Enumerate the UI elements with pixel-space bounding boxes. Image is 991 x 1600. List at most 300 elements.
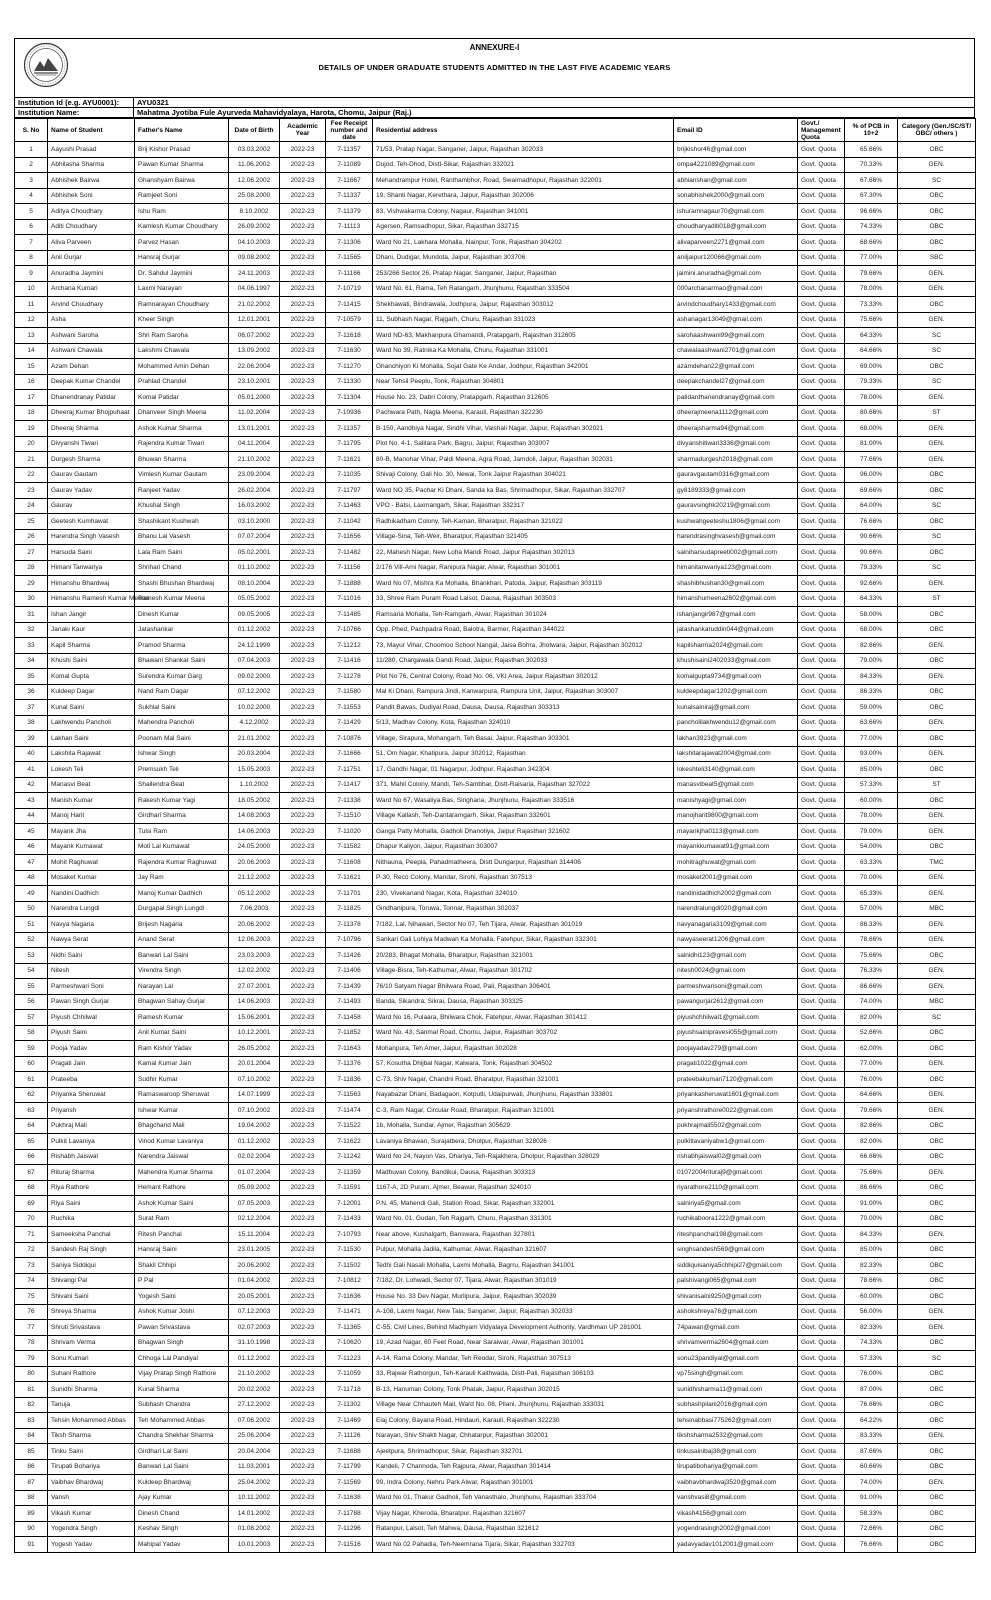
cell-address: 7/182, Dr. Lohwadi, Sector 07, Tijara, Alwar, Rajasthan 301019 (373, 1273, 674, 1289)
cell-father-name: Kamlesh Kumar Choudhary (135, 219, 229, 235)
cell-sno: 68 (15, 1180, 48, 1196)
cell-pcb-percent: 84.33% (845, 669, 898, 685)
cell-pcb-percent: 76.33% (845, 963, 898, 979)
cell-dob: 14.01.2002 (229, 1506, 280, 1522)
cell-quota: Govt. Quota (798, 1242, 845, 1258)
cell-category: OBC (898, 1211, 976, 1227)
cell-address: Ward No. 43, Sanmal Road, Chomu, Jaipur, Rajasthan 303702 (373, 1025, 674, 1041)
cell-dob: 18.05.2002 (229, 793, 280, 809)
table-row (15, 607, 976, 623)
cell-category: GEN. (898, 886, 976, 902)
cell-quota: Govt. Quota (798, 1397, 845, 1413)
cell-fee-receipt: 7-11656 (326, 529, 373, 545)
cell-dob: 13.01.2001 (229, 421, 280, 437)
cell-quota: Govt. Quota (798, 1459, 845, 1475)
cell-fee-receipt: 7-11825 (326, 901, 373, 917)
cell-email: ashanagar13049@gmail.com (674, 312, 798, 328)
cell-dob: 24.12.1999 (229, 638, 280, 654)
cell-academic-year: 2022-23 (280, 1475, 326, 1491)
cell-dob: 11.06.2002 (229, 157, 280, 173)
cell-category: OBC (898, 1041, 976, 1057)
cell-student-name: Manoj Harit (48, 808, 135, 824)
cell-father-name: Yogesh Saini (135, 1289, 229, 1305)
table-row (15, 1366, 976, 1382)
cell-fee-receipt: 7-11836 (326, 1072, 373, 1088)
cell-quota: Govt. Quota (798, 173, 845, 189)
cell-student-name: Harendra Singh Vasesh (48, 529, 135, 545)
cell-category: OBC (898, 607, 976, 623)
cell-quota: Govt. Quota (798, 219, 845, 235)
cell-pcb-percent: 67.30% (845, 188, 898, 204)
cell-dob: 05.12.2002 (229, 886, 280, 902)
cell-father-name: Shakil Chhipi (135, 1258, 229, 1274)
cell-category: GEN. (898, 917, 976, 933)
cell-quota: Govt. Quota (798, 793, 845, 809)
cell-sno: 52 (15, 932, 48, 948)
cell-email: choudharyaditi018@gmail.com (674, 219, 798, 235)
cell-student-name: Yogesh Yadav (48, 1537, 135, 1553)
cell-pcb-percent: 52.66% (845, 1025, 898, 1041)
cell-address: 5/13, Madhav Colony, Kota, Rajasthan 324010 (373, 715, 674, 731)
cell-quota: Govt. Quota (798, 715, 845, 731)
cell-dob: 04.10.2003 (229, 235, 280, 251)
cell-pcb-percent: 79.66% (845, 266, 898, 282)
cell-academic-year: 2022-23 (280, 1490, 326, 1506)
cell-academic-year: 2022-23 (280, 638, 326, 654)
table-row (15, 1521, 976, 1537)
cell-fee-receipt: 7-11016 (326, 591, 373, 607)
cell-sno: 69 (15, 1196, 48, 1212)
cell-category: OBC (898, 1397, 976, 1413)
column-header-address: Residential address (373, 119, 674, 142)
cell-academic-year: 2022-23 (280, 1010, 326, 1026)
cell-dob: 14.08.2003 (229, 808, 280, 824)
cell-pcb-percent: 58.00% (845, 607, 898, 623)
cell-sno: 14 (15, 343, 48, 359)
cell-email: azamdehan22@gmail.com (674, 359, 798, 375)
cell-sno: 42 (15, 777, 48, 793)
cell-quota: Govt. Quota (798, 436, 845, 452)
cell-quota: Govt. Quota (798, 576, 845, 592)
cell-email: ishuramnagaur70@gmail.com (674, 204, 798, 220)
cell-category: OBC (898, 653, 976, 669)
cell-email: abhianshan@gmail.com (674, 173, 798, 189)
cell-student-name: Tinku Saini (48, 1444, 135, 1460)
cell-pcb-percent: 82.33% (845, 1320, 898, 1336)
cell-category: SBC (898, 250, 976, 266)
cell-pcb-percent: 68.00% (845, 421, 898, 437)
cell-category: GEN. (898, 870, 976, 886)
cell-father-name: Brijesh Nagaria (135, 917, 229, 933)
cell-quota: Govt. Quota (798, 1258, 845, 1274)
cell-sno: 45 (15, 824, 48, 840)
cell-pcb-percent: 57.00% (845, 901, 898, 917)
cell-pcb-percent: 64.33% (845, 328, 898, 344)
cell-fee-receipt: 7-11416 (326, 653, 373, 669)
cell-sno: 77 (15, 1320, 48, 1336)
table-row (15, 1242, 976, 1258)
cell-student-name: Kunal Saini (48, 700, 135, 716)
cell-pcb-percent: 85.00% (845, 1242, 898, 1258)
table-row (15, 266, 976, 282)
cell-dob: 09.05.2005 (229, 607, 280, 623)
cell-quota: Govt. Quota (798, 421, 845, 437)
cell-email: nandinidadhich2002@gmail.com (674, 886, 798, 902)
cell-fee-receipt: 7-11591 (326, 1180, 373, 1196)
cell-quota: Govt. Quota (798, 777, 845, 793)
table-row (15, 653, 976, 669)
cell-dob: 12.01.2001 (229, 312, 280, 328)
cell-email: sainidhi123@gmail.com (674, 948, 798, 964)
cell-category: SC (898, 1351, 976, 1367)
cell-sno: 86 (15, 1459, 48, 1475)
column-header-dob: Date of Birth (229, 119, 280, 142)
cell-pcb-percent: 68.66% (845, 235, 898, 251)
cell-academic-year: 2022-23 (280, 1289, 326, 1305)
table-row (15, 1351, 976, 1367)
cell-pcb-percent: 70.00% (845, 870, 898, 886)
cell-father-name: Hansraj Saini (135, 1242, 229, 1258)
cell-fee-receipt: 7-11608 (326, 855, 373, 871)
cell-student-name: Abhilasha Sharma (48, 157, 135, 173)
cell-category: OBC (898, 1289, 976, 1305)
table-row (15, 483, 976, 499)
table-row (15, 1289, 976, 1305)
table-row (15, 1103, 976, 1119)
cell-academic-year: 2022-23 (280, 653, 326, 669)
cell-address: Village-Bisra, Teh-Kathumar, Alwar, Rajasthan 301702 (373, 963, 674, 979)
cell-address: Ward No 07, Mishra Ka Mohalla, Bhankhari, Patoda, Jaipur, Rajasthan 303119 (373, 576, 674, 592)
cell-student-name: Mayank Jha (48, 824, 135, 840)
cell-quota: Govt. Quota (798, 808, 845, 824)
cell-pcb-percent: 75.66% (845, 948, 898, 964)
cell-sno: 85 (15, 1444, 48, 1460)
cell-father-name: Kuldeep Bhardwaj (135, 1475, 229, 1491)
cell-address: Lavaniya Bhawan, Surajatbera, Dholpur, Rajasthan 328026 (373, 1134, 674, 1150)
cell-student-name: Dheeraj Sharma (48, 421, 135, 437)
cell-academic-year: 2022-23 (280, 545, 326, 561)
cell-dob: 4.12.2002 (229, 715, 280, 731)
cell-student-name: Aditi Choudhary (48, 219, 135, 235)
cell-address: 76/10 Satyam Nagar Bhilwara Road, Pali, Rajasthan 306401 (373, 979, 674, 995)
cell-student-name: Tirupati Bohariya (48, 1459, 135, 1475)
cell-fee-receipt: 7-11359 (326, 1165, 373, 1181)
annexure-sheet (14, 38, 975, 1553)
institution-name-label: Institution Name: (15, 108, 134, 118)
cell-dob: 26.09.2002 (229, 219, 280, 235)
cell-address: 51, Om Nagar, Khatipura, Jaipur 302012, Rajasthan (373, 746, 674, 762)
cell-pcb-percent: 85.00% (845, 762, 898, 778)
cell-email: shrivamverma2604@gmail.com (674, 1335, 798, 1351)
cell-quota: Govt. Quota (798, 1304, 845, 1320)
cell-email: parmeshwarisoni@gmail.com (674, 979, 798, 995)
cell-pcb-percent: 54.00% (845, 839, 898, 855)
column-header-student-name: Name of Student (48, 119, 135, 142)
cell-fee-receipt: 7-10876 (326, 731, 373, 747)
cell-dob: 03.03.2002 (229, 142, 280, 158)
cell-sno: 36 (15, 684, 48, 700)
table-row (15, 405, 976, 421)
cell-fee-receipt: 7-11553 (326, 700, 373, 716)
cell-fee-receipt: 7-11522 (326, 1118, 373, 1134)
cell-father-name: Ramaswaroop Sheruwat (135, 1087, 229, 1103)
cell-sno: 84 (15, 1428, 48, 1444)
cell-dob: 8.10.2002 (229, 204, 280, 220)
cell-father-name: Ishwar Kumar (135, 1103, 229, 1119)
cell-dob: 21.12.2002 (229, 870, 280, 886)
table-row (15, 545, 976, 561)
cell-address: Tedhi Gali Nasali Mohalla, Laxmi Mohalla, Bagrru, Rajasthan 341001 (373, 1258, 674, 1274)
cell-dob: 20.05.2001 (229, 1289, 280, 1305)
cell-dob: 05.09.2002 (229, 1180, 280, 1196)
cell-dob: 07.07.2004 (229, 529, 280, 545)
table-row (15, 1041, 976, 1057)
cell-fee-receipt: 7-10719 (326, 281, 373, 297)
cell-student-name: Manasvi Beat (48, 777, 135, 793)
cell-email: kunalsainiraj@gmail.com (674, 700, 798, 716)
cell-father-name: Vijay Pratap Singh Rathore (135, 1366, 229, 1382)
cell-quota: Govt. Quota (798, 266, 845, 282)
cell-fee-receipt: 7-12001 (326, 1196, 373, 1212)
cell-sno: 54 (15, 963, 48, 979)
cell-quota: Govt. Quota (798, 917, 845, 933)
cell-sno: 70 (15, 1211, 48, 1227)
cell-category: GEN. (898, 281, 976, 297)
cell-academic-year: 2022-23 (280, 591, 326, 607)
cell-address: Ganga Patty Mohalla, Gadholi Dhanotiya, Jaipur Rajasthan 321602 (373, 824, 674, 840)
cell-academic-year: 2022-23 (280, 963, 326, 979)
cell-email: priyanshrathore0022@gmail.com (674, 1103, 798, 1119)
cell-email: mayankjha0113@gmail.com (674, 824, 798, 840)
cell-student-name: Komal Gupta (48, 669, 135, 685)
cell-category: MBC (898, 994, 976, 1010)
cell-dob: 25.06.2004 (229, 1428, 280, 1444)
cell-quota: Govt. Quota (798, 824, 845, 840)
cell-address: 2/176 Vill-Arni Nagar, Ranipura Nagar, Alwar, Rajasthan 301001 (373, 560, 674, 576)
cell-father-name: Hansraj Gurjar (135, 250, 229, 266)
table-row (15, 855, 976, 871)
table-row (15, 1397, 976, 1413)
cell-student-name: Tehsin Mohammed Abbas (48, 1413, 135, 1429)
cell-email: sainiriya5@gmail.com (674, 1196, 798, 1212)
cell-father-name: Komal Patidar (135, 390, 229, 406)
cell-father-name: Brij Kishor Prasad (135, 142, 229, 158)
cell-sno: 55 (15, 979, 48, 995)
cell-student-name: Archana Kumari (48, 281, 135, 297)
table-row (15, 1010, 976, 1026)
cell-email: sarohaashwani99@gmail.com (674, 328, 798, 344)
cell-email: harendrasinghvasesh@gmail.com (674, 529, 798, 545)
cell-student-name: Lokesh Teli (48, 762, 135, 778)
cell-pcb-percent: 64.66% (845, 1087, 898, 1103)
cell-category: GEN. (898, 1304, 976, 1320)
cell-category: OBC (898, 1335, 976, 1351)
cell-email: sunidhisharma11@gmail.com (674, 1382, 798, 1398)
table-row (15, 948, 976, 964)
cell-pcb-percent: 57.33% (845, 1351, 898, 1367)
cell-category: OBC (898, 1444, 976, 1460)
cell-address: Sankari Gali Lohiya Madwan Ka Mohalla, Fatehpur, Sikar, Rajasthan 332301 (373, 932, 674, 948)
cell-father-name: Jay Ram (135, 870, 229, 886)
cell-academic-year: 2022-23 (280, 405, 326, 421)
cell-father-name: Poonam Mal Saini (135, 731, 229, 747)
cell-fee-receipt: 7-10579 (326, 312, 373, 328)
cell-father-name: Ashok Kumar Joshi (135, 1304, 229, 1320)
cell-address: Madhuvan Colony, Bandikui, Dausa, Rajasthan 303313 (373, 1165, 674, 1181)
cell-fee-receipt: 7-11330 (326, 374, 373, 390)
cell-fee-receipt: 7-11643 (326, 1041, 373, 1057)
cell-student-name: Nawya Serat (48, 932, 135, 948)
cell-sno: 48 (15, 870, 48, 886)
cell-dob: 02.02.2004 (229, 1149, 280, 1165)
cell-fee-receipt: 7-11415 (326, 297, 373, 313)
cell-dob: 26.05.2002 (229, 1041, 280, 1057)
cell-student-name: Azam Dehan (48, 359, 135, 375)
cell-academic-year: 2022-23 (280, 297, 326, 313)
cell-address: 1b, Mohalla, Sundar, Ajmer, Rajasthan 305629 (373, 1118, 674, 1134)
cell-sno: 12 (15, 312, 48, 328)
table-row (15, 1320, 976, 1336)
cell-quota: Govt. Quota (798, 669, 845, 685)
cell-father-name: Rakesh Kumar Yagi (135, 793, 229, 809)
cell-email: tirupatibohariya@gmail.com (674, 1459, 798, 1475)
cell-email: tikshsharma2532@gmail.com (674, 1428, 798, 1444)
table-row (15, 1475, 976, 1491)
cell-fee-receipt: 7-11223 (326, 1351, 373, 1367)
cell-father-name: Rajendra Kumar Raghuwat (135, 855, 229, 871)
cell-academic-year: 2022-23 (280, 483, 326, 499)
cell-student-name: Himani Tanwariya (48, 560, 135, 576)
cell-quota: Govt. Quota (798, 545, 845, 561)
cell-quota: Govt. Quota (798, 1428, 845, 1444)
table-row (15, 1444, 976, 1460)
cell-sno: 11 (15, 297, 48, 313)
cell-quota: Govt. Quota (798, 1506, 845, 1522)
cell-dob: 04.06.1997 (229, 281, 280, 297)
cell-fee-receipt: 7-11636 (326, 1289, 373, 1305)
cell-category: ST (898, 591, 976, 607)
cell-sno: 26 (15, 529, 48, 545)
cell-student-name: Vikash Kumar (48, 1506, 135, 1522)
cell-father-name: Banwari Lal Saini (135, 1459, 229, 1475)
cell-fee-receipt: 7-11426 (326, 948, 373, 964)
cell-fee-receipt: 7-10766 (326, 622, 373, 638)
cell-address: 20/283, Bhagat Mohalla, Bharatpur, Rajasthan 321001 (373, 948, 674, 964)
cell-academic-year: 2022-23 (280, 250, 326, 266)
cell-fee-receipt: 7-11304 (326, 390, 373, 406)
cell-pcb-percent: 75.66% (845, 312, 898, 328)
cell-category: ST (898, 777, 976, 793)
column-header-father-name: Father's Name (135, 119, 229, 142)
cell-email: alivaparveen2271@gmail.com (674, 235, 798, 251)
cell-dob: 05.05.2002 (229, 591, 280, 607)
cell-category: OBC (898, 1025, 976, 1041)
cell-dob: 15.06.2001 (229, 1010, 280, 1026)
cell-category: OBC (898, 839, 976, 855)
table-row (15, 250, 976, 266)
cell-dob: 25.08.2000 (229, 188, 280, 204)
cell-category: GEN. (898, 157, 976, 173)
cell-category: GEN. (898, 669, 976, 685)
table-row (15, 886, 976, 902)
cell-pcb-percent: 74.00% (845, 1475, 898, 1491)
cell-sno: 87 (15, 1475, 48, 1491)
cell-email: dheerajmeena1112@gmail.com (674, 405, 798, 421)
cell-academic-year: 2022-23 (280, 281, 326, 297)
cell-father-name: Pawan Srivastava (135, 1320, 229, 1336)
table-row (15, 1428, 976, 1444)
cell-student-name: Ashwani Chawala (48, 343, 135, 359)
cell-pcb-percent: 86.66% (845, 1180, 898, 1196)
cell-pcb-percent: 68.00% (845, 622, 898, 638)
cell-email: mosaket2001@gmail.com (674, 870, 798, 886)
cell-email: nawyaseerat1206@gmail.com (674, 932, 798, 948)
cell-dob: 01.04.2002 (229, 1273, 280, 1289)
cell-student-name: Manish Kumar (48, 793, 135, 809)
cell-dob: 14.06.2003 (229, 994, 280, 1010)
table-row (15, 638, 976, 654)
cell-quota: Govt. Quota (798, 762, 845, 778)
cell-category: OBC (898, 142, 976, 158)
cell-dob: 24.05.2000 (229, 839, 280, 855)
cell-father-name: Dinesh Kumar (135, 607, 229, 623)
cell-dob: 20.06.2002 (229, 917, 280, 933)
cell-sno: 30 (15, 591, 48, 607)
cell-academic-year: 2022-23 (280, 777, 326, 793)
cell-category: OBC (898, 1413, 976, 1429)
cell-father-name: Bhagchand Mali (135, 1118, 229, 1134)
table-row (15, 560, 976, 576)
cell-academic-year: 2022-23 (280, 669, 326, 685)
cell-category: OBC (898, 1149, 976, 1165)
cell-quota: Govt. Quota (798, 281, 845, 297)
cell-sno: 20 (15, 436, 48, 452)
cell-email: palshivangi065@gmail.com (674, 1273, 798, 1289)
cell-academic-year: 2022-23 (280, 1149, 326, 1165)
cell-pcb-percent: 65.33% (845, 886, 898, 902)
cell-sno: 38 (15, 715, 48, 731)
cell-category: GEN. (898, 638, 976, 654)
cell-quota: Govt. Quota (798, 359, 845, 375)
cell-student-name: Sunidhi Sharma (48, 1382, 135, 1398)
cell-address: 17, Gandhi Nagar, 01 Nagarpur, Jodhpur, Rajasthan 342304 (373, 762, 674, 778)
cell-fee-receipt: 7-11357 (326, 421, 373, 437)
cell-pcb-percent: 67.66% (845, 173, 898, 189)
cell-address: Nithauna, Peepla, Pahadmatheera, Distt Dungarpur, Rajasthan 314406 (373, 855, 674, 871)
cell-student-name: Mayank Kumawat (48, 839, 135, 855)
table-row (15, 576, 976, 592)
cell-dob: 27.07.2001 (229, 979, 280, 995)
cell-pcb-percent: 79.00% (845, 653, 898, 669)
cell-address: A-14, Rama Colony, Mandar, Teh Reodar, Sirohi, Rajasthan 307513 (373, 1351, 674, 1367)
cell-category: SC (898, 498, 976, 514)
cell-academic-year: 2022-23 (280, 917, 326, 933)
cell-quota: Govt. Quota (798, 1165, 845, 1181)
cell-address: House No. 23, Dabri Colony, Pratapgarh, Rajasthan 312605 (373, 390, 674, 406)
cell-category: GEN. (898, 715, 976, 731)
cell-fee-receipt: 7-11439 (326, 979, 373, 995)
cell-student-name: Khushi Saini (48, 653, 135, 669)
cell-pcb-percent: 74.33% (845, 1335, 898, 1351)
table-row (15, 731, 976, 747)
cell-fee-receipt: 7-11751 (326, 762, 373, 778)
cell-father-name: Anil Kumar Saini (135, 1025, 229, 1041)
cell-address: Banda, Sikandra, Sikrai, Dausa, Rajasthan 303325 (373, 994, 674, 1010)
cell-student-name: Nandini Dadhich (48, 886, 135, 902)
cell-category: GEN. (898, 979, 976, 995)
cell-father-name: Jatashankar (135, 622, 229, 638)
cell-pcb-percent: 77.00% (845, 1056, 898, 1072)
